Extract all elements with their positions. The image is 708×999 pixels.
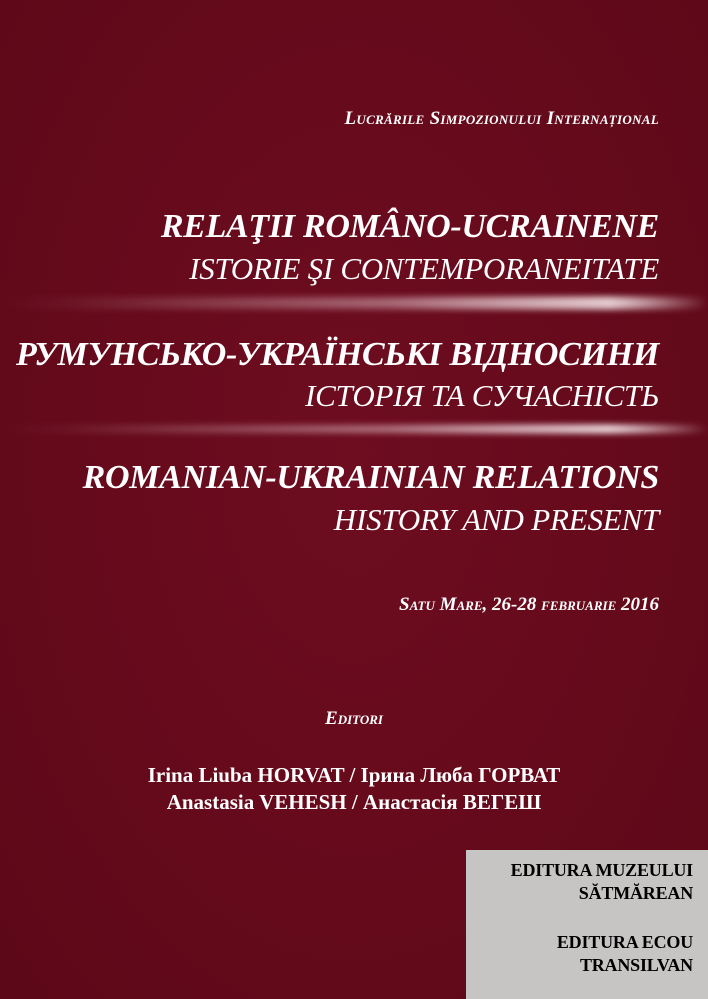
publisher-2-line-1: EDITURA ECOU — [556, 932, 693, 952]
title-english: ROMANIAN-UKRAINIAN RELATIONS — [82, 459, 659, 496]
title-romanian: RELAŢII ROMÂNO-UCRAINENE — [160, 208, 659, 245]
publisher-1-line-1: EDITURA MUZEULUI — [510, 860, 693, 880]
date-place: Satu Mare, 26-28 februarie 2016 — [399, 594, 659, 615]
light-streak-bottom — [0, 424, 708, 434]
symposium-heading: Lucrările Simpozionului Internațional — [344, 108, 659, 129]
editors-heading: Editori — [325, 708, 383, 729]
light-streak-top — [0, 296, 708, 310]
publisher-1-line-2: SĂTMĂREAN — [578, 883, 693, 903]
subtitle-ukrainian: ІСТОРІЯ ТА СУЧАСНІСТЬ — [305, 378, 659, 413]
editor-1: Irina Liuba HORVAT / Ірина Люба ГОРВАТ — [147, 763, 561, 787]
subtitle-romanian: ISTORIE ŞI CONTEMPORANEITATE — [189, 251, 659, 286]
editor-2: Anastasia VEHESH / Анастасія ВЕГЕШ — [166, 790, 542, 814]
title-ukrainian: РУМУНСЬКО-УКРАЇНСЬКІ ВІДНОСИНИ — [16, 336, 659, 373]
publisher-box — [466, 850, 708, 999]
subtitle-english: HISTORY AND PRESENT — [333, 502, 659, 537]
publisher-2-line-2: TRANSILVAN — [579, 955, 693, 975]
